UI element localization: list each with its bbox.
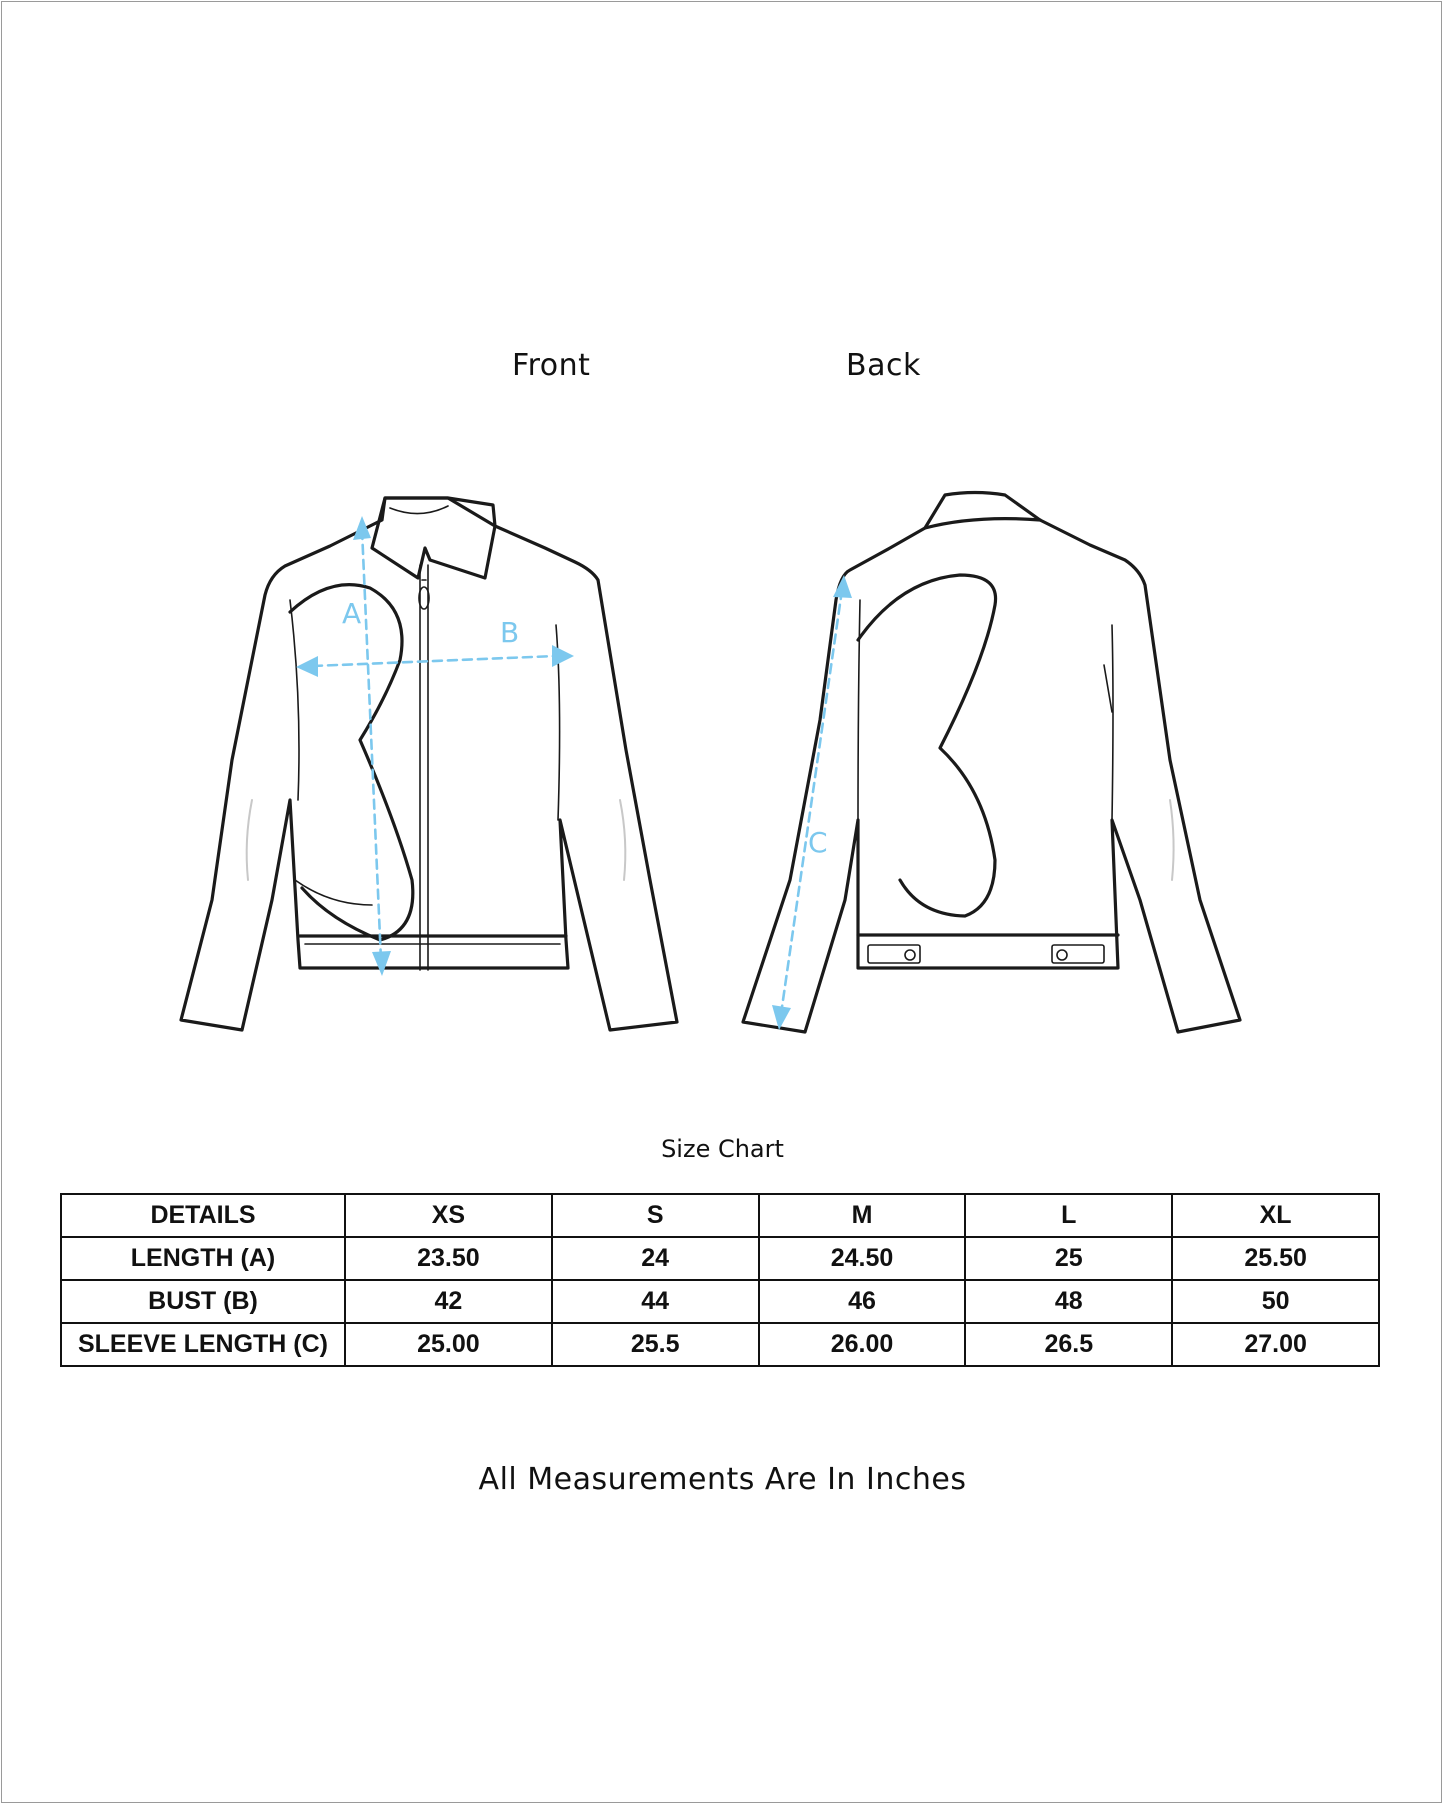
sleeve-c-arrow-top — [833, 575, 852, 598]
sleeve-c-line — [781, 590, 842, 1014]
label-b: B — [500, 616, 520, 649]
size-chart-title: Size Chart — [661, 1135, 784, 1163]
table-row-length — [61, 1237, 1379, 1280]
label-a: A — [342, 597, 362, 630]
header-m: M — [759, 1194, 966, 1237]
header-xl: XL — [1172, 1194, 1379, 1237]
table-cell: 50 — [1172, 1280, 1379, 1323]
bust-b-line — [313, 656, 556, 666]
table-cell: BUST (B) — [61, 1280, 345, 1323]
table-cell: 42 — [345, 1280, 552, 1323]
table-cell: 23.50 — [345, 1237, 552, 1280]
header-details: DETAILS — [61, 1194, 345, 1237]
back-decorative-panel — [858, 575, 996, 916]
table-cell: 46 — [759, 1280, 966, 1323]
table-cell: 25.00 — [345, 1323, 552, 1366]
table-cell: 24 — [552, 1237, 759, 1280]
table-row-sleeve-length — [61, 1323, 1379, 1366]
header-xs: XS — [345, 1194, 552, 1237]
table-cell: 24.50 — [759, 1237, 966, 1280]
table-cell: 44 — [552, 1280, 759, 1323]
table-row-bust — [61, 1280, 1379, 1323]
bust-b-arrow-left — [296, 656, 318, 677]
back-measurements — [772, 575, 852, 1030]
size-table-header-row — [61, 1194, 1379, 1237]
header-l: L — [965, 1194, 1172, 1237]
size-chart-table — [60, 1193, 1380, 1367]
front-collar — [372, 498, 495, 578]
table-cell: 25.50 — [1172, 1237, 1379, 1280]
header-s: S — [552, 1194, 759, 1237]
front-view-label: Front — [512, 348, 591, 383]
length-a-arrow-bottom — [372, 951, 391, 976]
front-jacket-body — [181, 498, 677, 1030]
measurement-units-note: All Measurements Are In Inches — [478, 1462, 967, 1497]
table-cell: 27.00 — [1172, 1323, 1379, 1366]
table-cell: 26.00 — [759, 1323, 966, 1366]
table-cell: 48 — [965, 1280, 1172, 1323]
back-view-label: Back — [846, 348, 921, 383]
label-c: C — [808, 826, 828, 859]
front-decorative-panel — [290, 585, 413, 940]
table-cell: SLEEVE LENGTH (C) — [61, 1323, 345, 1366]
table-cell: 25.5 — [552, 1323, 759, 1366]
bust-b-arrow-right — [552, 645, 574, 667]
table-cell: 25 — [965, 1237, 1172, 1280]
front-jacket-drawing — [181, 498, 677, 1030]
table-cell: LENGTH (A) — [61, 1237, 345, 1280]
table-cell: 26.5 — [965, 1323, 1172, 1366]
